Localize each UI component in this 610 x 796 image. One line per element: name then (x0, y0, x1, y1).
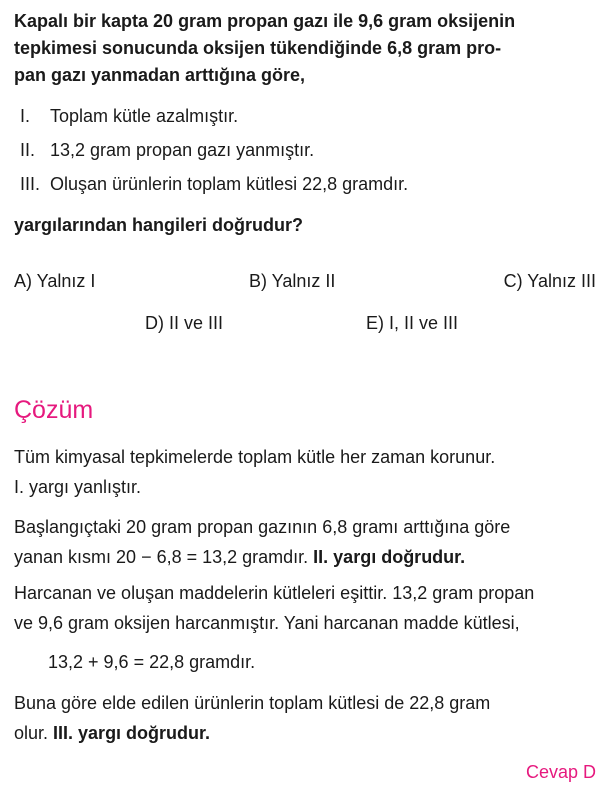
solution-p1-line-1: Tüm kimyasal tepkimelerde toplam kütle her zaman korunur. (14, 447, 496, 467)
question-line-1: Kapalı bir kapta 20 gram propan gazı ile 9,6 gram oksijenin (14, 11, 516, 31)
solution-paragraph-3 (14, 578, 534, 638)
solution-p2-conclusion: II. yargı doğrudur. (313, 547, 466, 567)
statement-3-number: III. (20, 174, 41, 194)
question-line-3: pan gazı yanmadan arttığına göre, (14, 65, 306, 85)
solution-paragraph-2 (14, 512, 510, 572)
statement-2-number: II. (20, 140, 36, 160)
statement-1-text: Toplam kütle azalmıştır. (50, 106, 239, 126)
statement-3 (20, 174, 408, 195)
solution-title: Çözüm (14, 396, 94, 424)
statement-1-number: I. (20, 106, 31, 126)
statement-2 (20, 140, 314, 161)
solution-p2-line-2 (14, 542, 510, 572)
solution-paragraph-1 (14, 442, 495, 502)
statement-1 (20, 106, 238, 127)
solution-p3-line-2: ve 9,6 gram oksijen harcanmıştır. Yani harcanan madde kütlesi, (14, 613, 520, 633)
choice-c[interactable]: C) Yalnız III (503, 271, 596, 291)
solution-p3-line-1: Harcanan ve oluşan maddelerin kütleleri eşittir. 13,2 gram propan (14, 583, 535, 603)
solution-p4-line-1: Buna göre elde edilen ürünlerin toplam kütlesi de 22,8 gram (14, 693, 491, 713)
choice-b[interactable]: B) Yalnız II (249, 271, 336, 291)
solution-p1-line-2: I. yargı yanlıştır. (14, 477, 142, 497)
solution-paragraph-4 (14, 688, 490, 748)
solution-equation: 13,2 + 9,6 = 22,8 gramdır. (48, 652, 256, 672)
choice-e[interactable]: E) I, II ve III (366, 313, 459, 333)
solution-p4-line-2-text: olur. (14, 723, 54, 743)
answer-label: Cevap D (525, 762, 596, 782)
solution-p2-line-1: Başlangıçtaki 20 gram propan gazının 6,8 gramı arttığına göre (14, 517, 511, 537)
statement-2-text: 13,2 gram propan gazı yanmıştır. (50, 140, 315, 160)
choice-d[interactable]: D) II ve III (145, 313, 224, 333)
question-line-2: tepkimesi sonucunda oksijen tükendiğinde 6,8 gram pro- (14, 38, 502, 58)
choice-a[interactable]: A) Yalnız I (14, 271, 96, 291)
question-stem (14, 8, 598, 89)
question-prompt: yargılarından hangileri doğrudur? (14, 215, 304, 235)
solution-p4-line-2 (14, 718, 490, 748)
solution-p4-conclusion: III. yargı doğrudur. (53, 723, 211, 743)
statement-3-text: Oluşan ürünlerin toplam kütlesi 22,8 gramdır. (50, 174, 409, 194)
solution-p2-line-2-text: yanan kısmı 20 − 6,8 = 13,2 gramdır. (14, 547, 314, 567)
